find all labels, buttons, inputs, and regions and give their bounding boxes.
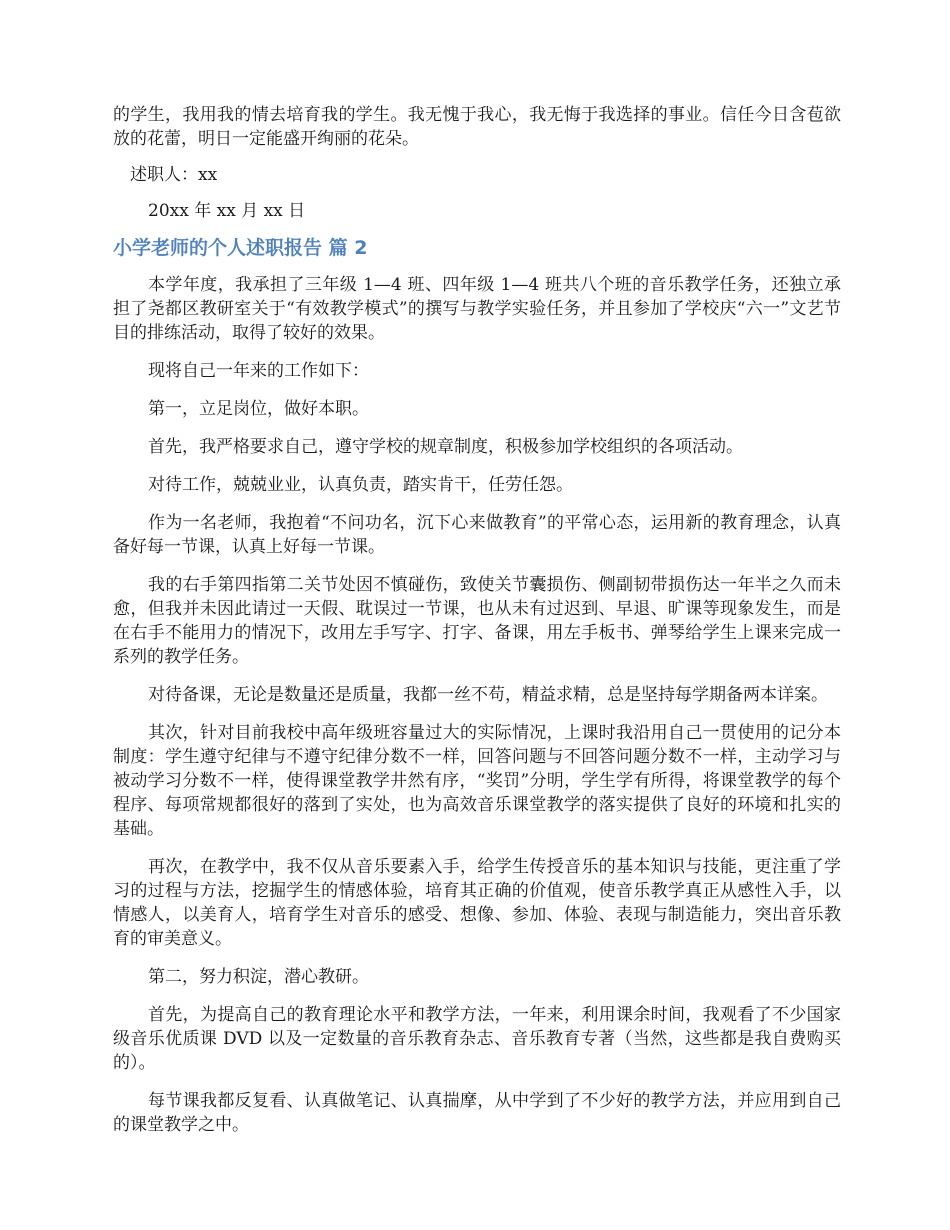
paragraph-3: 第一，立足岗位，做好本职。 xyxy=(148,399,369,419)
paragraph-12: 首先，为提高自己的教育理论水平和教学方法，一年来，利用课余时间，我观看了不少国家级音乐优质课 DVD 以及一定数量的音乐教育杂志、音乐教育专著（当然，这些都是我自费购买的）。 xyxy=(113,1005,841,1073)
paragraph-7: 我的右手第四指第二关节处因不慎碰伤，致使关节囊损伤、侧副韧带损伤达一年半之久而未愈，但我并未因此请过一天假、耽误过一节课，也从未有过迟到、早退、旷课等现象发生，而是在右手不能用力的情况下，改用左手写字、打字、备课，用左手板书、弹琴给学生上课来完成一系列的教学任务。 xyxy=(113,575,841,667)
paragraph-8: 对待备课，无论是数量还是质量，我都一丝不苟，精益求精，总是坚持每学期备两本详案。 xyxy=(148,685,828,705)
paragraph-13: 每节课我都反复看、认真做笔记、认真揣摩，从中学到了不少好的教学方法，并应用到自己的课堂教学之中。 xyxy=(113,1091,841,1135)
paragraph-10: 再次，在教学中，我不仅从音乐要素入手，给学生传授音乐的基本知识与技能，更注重了学习的过程与方法，挖掘学生的情感体验，培育其正确的价值观，使音乐教学真正从感性入手，以情感人，以美育人，培育学生对音乐的感受、想像、参加、体验、表现与制造能力，突出音乐教育的审美意义。 xyxy=(113,857,841,949)
paragraph-11: 第二，努力积淀，潜心教研。 xyxy=(148,967,369,987)
signature-line: 述职人：xx xyxy=(130,165,218,185)
paragraph-6: 作为一名老师，我抱着“不问功名，沉下心来做教育”的平常心态，运用新的教育理念，认真备好每一节课，认真上好每一节课。 xyxy=(113,513,841,557)
paragraph-2: 现将自己一年来的工作如下： xyxy=(148,361,369,381)
section-heading: 小学老师的个人述职报告 篇 2 xyxy=(113,237,368,259)
paragraph-1: 本学年度，我承担了三年级 1—4 班、四年级 1—4 班共八个班的音乐教学任务，还独立承担了尧都区教研室关于“有效教学模式”的撰写与教学实验任务，并且参加了学校庆“六一”文艺节目的排练活动，取得了较好的效果。 xyxy=(113,275,841,343)
paragraph-5: 对待工作，兢兢业业，认真负责，踏实肯干，任劳任怨。 xyxy=(148,475,573,495)
paragraph-4: 首先，我严格要求自己，遵守学校的规章制度，积极参加学校组织的各项活动。 xyxy=(148,437,743,457)
intro-tail-paragraph: 的学生，我用我的情去培育我的学生。我无愧于我心，我无悔于我选择的事业。信任今日含苞欲放的花蕾，明日一定能盛开绚丽的花朵。 xyxy=(113,105,841,149)
paragraph-9: 其次，针对目前我校中高年级班容量过大的实际情况，上课时我沿用自己一贯使用的记分本制度：学生遵守纪律与不遵守纪律分数不一样，回答问题与不回答问题分数不一样，主动学习与被动学习分数不一样，使得课堂教学井然有序，“奖罚”分明，学生学有所得，将课堂教学的每个程序、每项常规都很好的落到了实处，也为高效音乐课堂教学的落实提供了良好的环境和扎实的基础。 xyxy=(113,723,841,839)
document-page xyxy=(113,103,841,1137)
date-line: 20xx 年 xx 月 xx 日 xyxy=(148,201,306,221)
